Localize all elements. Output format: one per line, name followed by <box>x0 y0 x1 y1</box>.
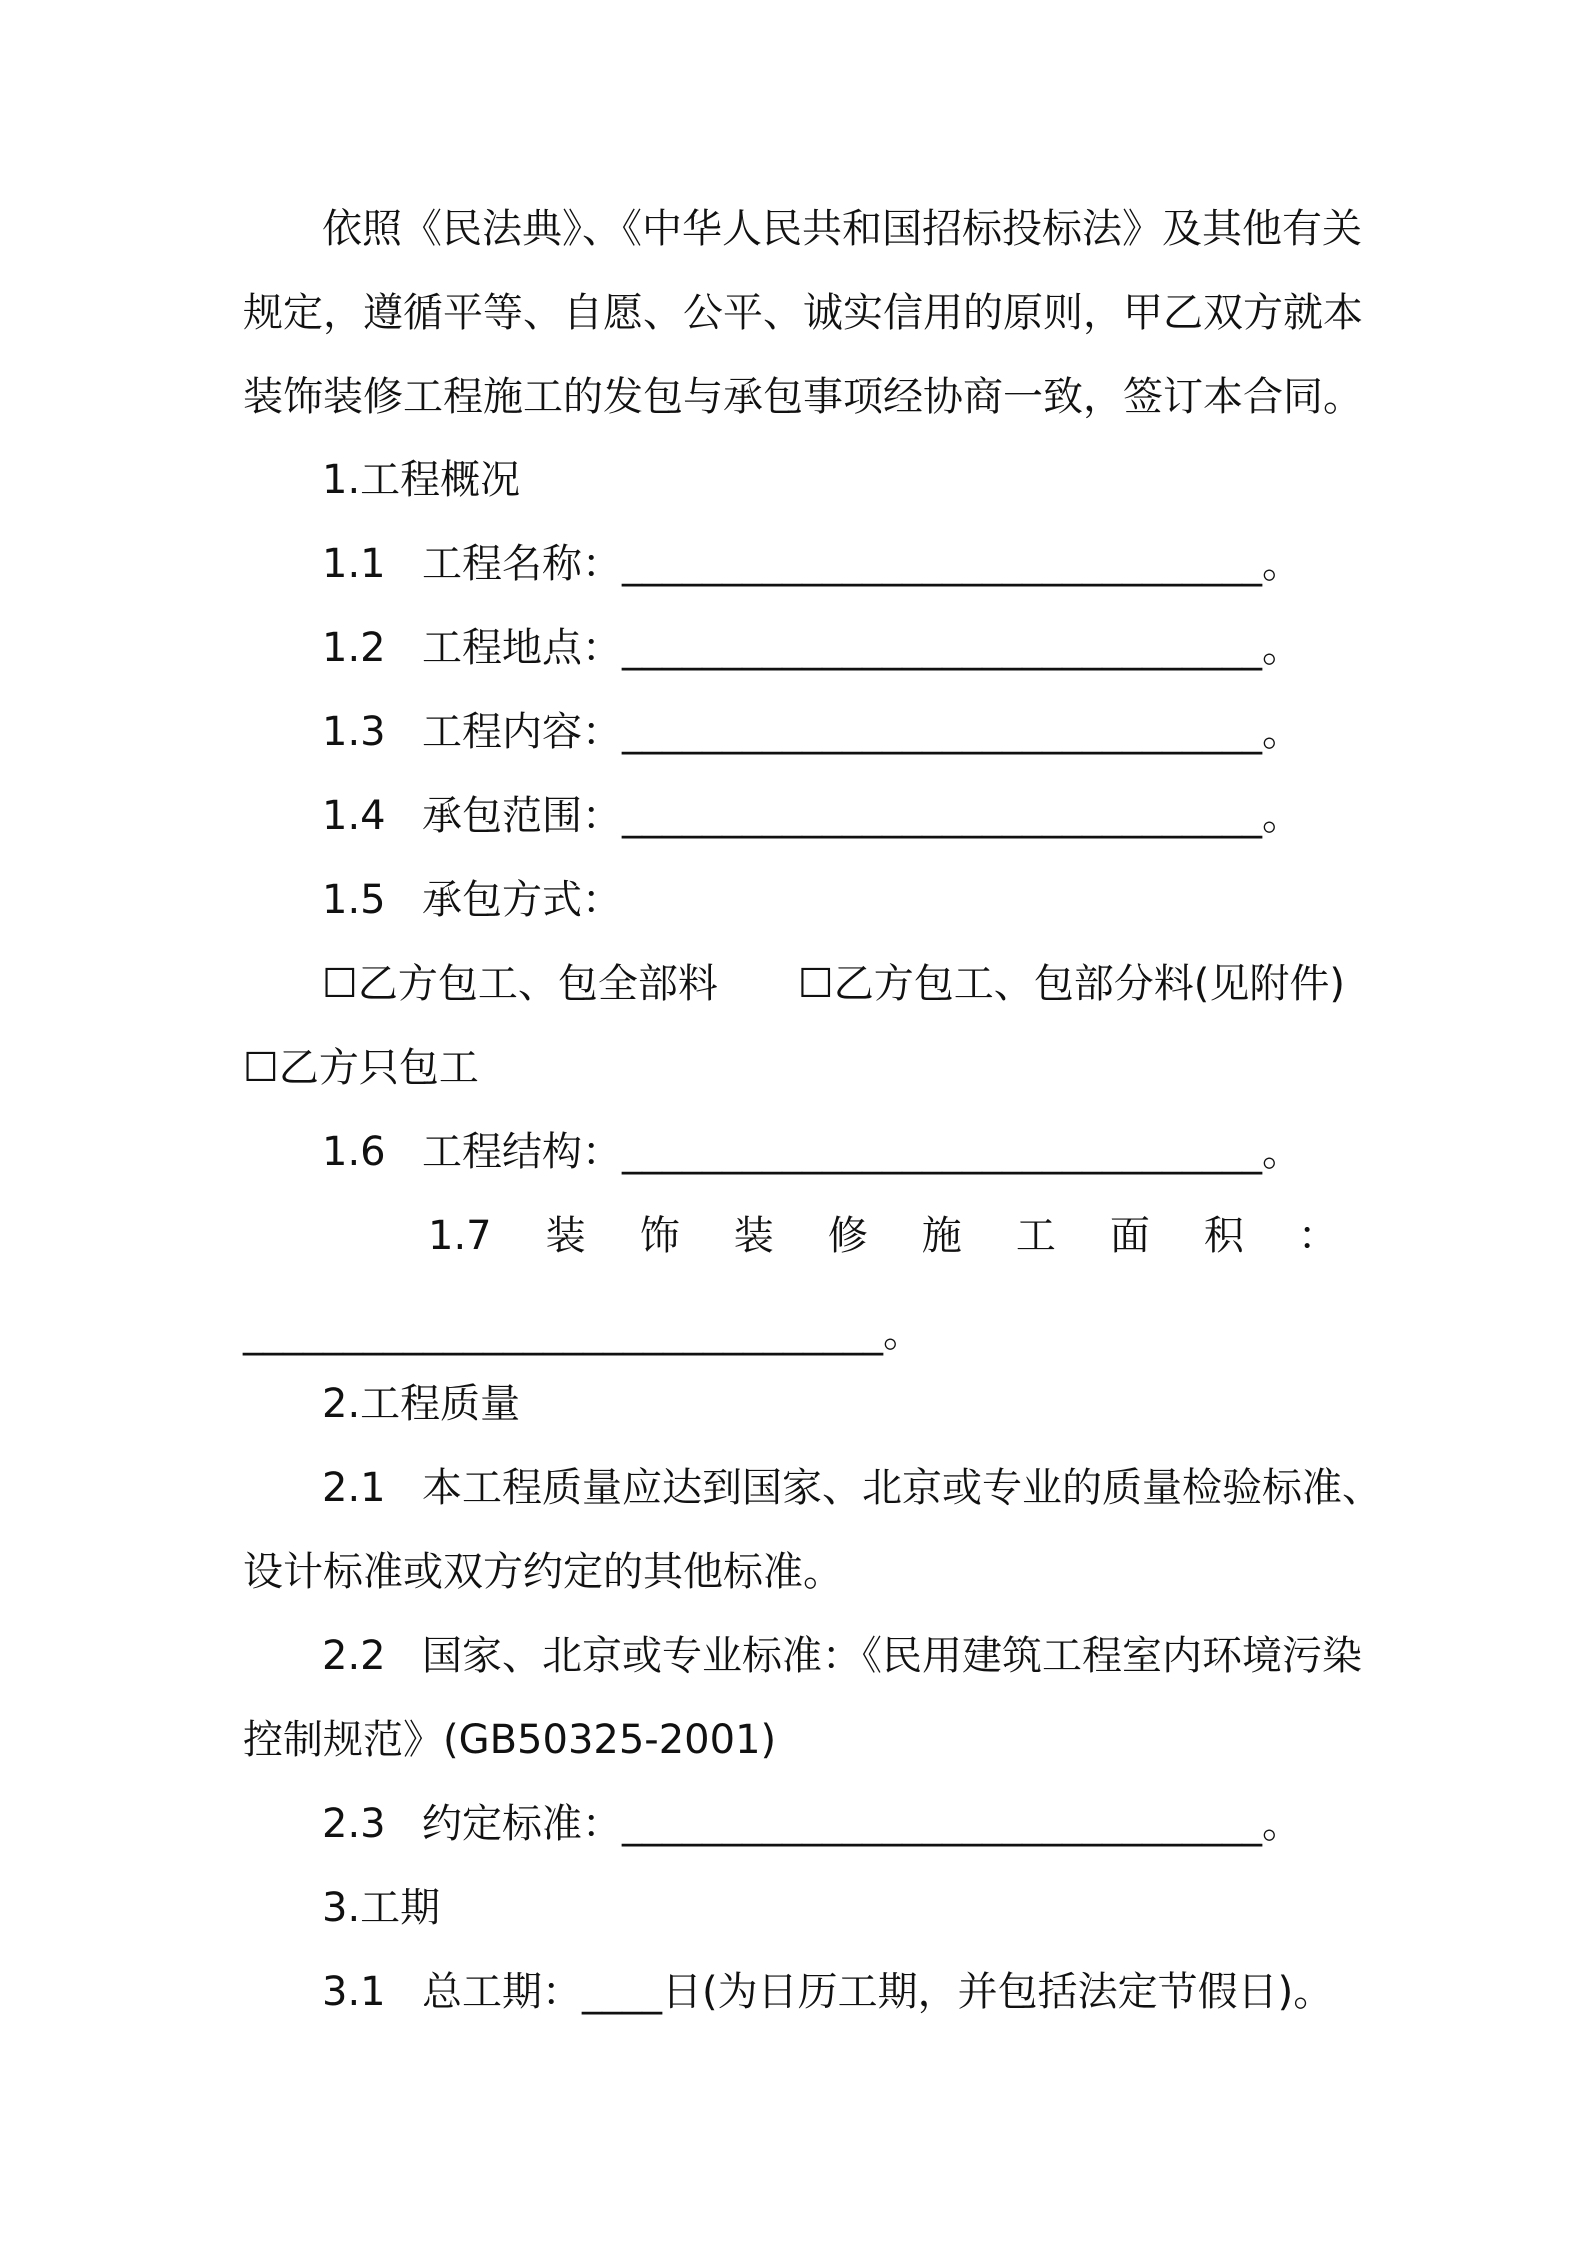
item-1-7-fill-blank[interactable]: ________________________________。 <box>243 1310 923 1356</box>
intro-line-3: 装饰装修工程施工的发包与承包事项经协商一致，签订本合同。 <box>243 374 1363 420</box>
intro-line-2: 规定，遵循平等、自愿、公平、诚实信用的原则，甲乙双方就本 <box>243 290 1363 336</box>
item-label: 工程结构： <box>422 1129 622 1175</box>
fill-blank[interactable]: ________________________________。 <box>622 541 1302 587</box>
item-label: 约定标准： <box>422 1801 622 1847</box>
item-number: 1.3 <box>322 709 386 755</box>
item-number: 1.4 <box>322 793 386 839</box>
fill-blank[interactable]: ________________________________。 <box>622 793 1302 839</box>
item-1-5 <box>322 873 1442 927</box>
item-label-char: 装 <box>733 1213 774 1259</box>
item-1-2 <box>322 621 1442 675</box>
item-1-6 <box>322 1125 1442 1179</box>
item-number: 3.1 <box>322 1969 386 2015</box>
item-label: 总工期： <box>422 1969 582 2015</box>
item-number: 2.2 <box>322 1633 386 1679</box>
item-label: 工程地点： <box>422 625 622 671</box>
item-2-1-line-1 <box>322 1461 1442 1515</box>
days-fill-text[interactable]: ____日(为日历工期，并包括法定节假日)。 <box>582 1969 1334 2015</box>
item-number: 2.3 <box>322 1801 386 1847</box>
fill-blank[interactable]: ________________________________。 <box>622 1129 1302 1175</box>
item-number: 1.7 <box>428 1213 492 1259</box>
item-text: 本工程质量应达到国家、北京或专业的质量检验标准、 <box>422 1465 1382 1511</box>
item-2-1-line-2: 设计标准或双方约定的其他标准。 <box>243 1549 843 1595</box>
item-2-2-line-2: 控制规范》(GB50325-2001) <box>243 1717 777 1763</box>
item-label: 工程内容： <box>422 709 622 755</box>
item-label: 工程名称： <box>422 541 622 587</box>
item-1-1 <box>322 537 1442 591</box>
item-3-1 <box>322 1965 1442 2019</box>
section-1-heading: 1.工程概况 <box>322 457 521 503</box>
item-1-4 <box>322 789 1442 843</box>
option-partial-materials-checkbox[interactable]: ☐乙方包工、包部分料(见附件) <box>797 961 1345 1007</box>
fill-blank[interactable]: ________________________________。 <box>622 625 1302 671</box>
item-number: 1.5 <box>322 877 386 923</box>
item-label-char: ： <box>1297 1213 1338 1259</box>
item-number: 2.1 <box>322 1465 386 1511</box>
section-2-heading: 2.工程质量 <box>322 1381 521 1427</box>
item-label-char: 积 <box>1203 1213 1244 1259</box>
fill-blank[interactable]: ________________________________。 <box>622 709 1302 755</box>
item-label-char: 面 <box>1109 1213 1150 1259</box>
item-1-7 <box>428 1209 1338 1263</box>
item-number: 1.6 <box>322 1129 386 1175</box>
option-labor-only-checkbox[interactable]: ☐乙方只包工 <box>243 1045 479 1091</box>
item-label-char: 工 <box>1015 1213 1056 1259</box>
item-label-char: 饰 <box>639 1213 680 1259</box>
item-label: 承包方式： <box>422 877 622 923</box>
item-label-char: 施 <box>921 1213 962 1259</box>
section-3-heading: 3.工期 <box>322 1885 441 1931</box>
intro-line-1: 依照《民法典》、《中华人民共和国招标投标法》及其他有关 <box>322 206 1362 252</box>
option-full-materials-checkbox[interactable]: ☐乙方包工、包全部料 <box>322 961 718 1007</box>
item-number: 1.1 <box>322 541 386 587</box>
item-label: 承包范围： <box>422 793 622 839</box>
item-number: 1.2 <box>322 625 386 671</box>
item-label-char: 修 <box>827 1213 868 1259</box>
item-1-3 <box>322 705 1442 759</box>
fill-blank[interactable]: ________________________________。 <box>622 1801 1302 1847</box>
item-label-char: 装 <box>545 1213 586 1259</box>
item-2-3 <box>322 1797 1442 1851</box>
item-text: 国家、北京或专业标准：《民用建筑工程室内环境污染 <box>422 1633 1362 1679</box>
item-2-2-line-1 <box>322 1629 1442 1683</box>
contract-mode-options-row <box>322 957 1442 1011</box>
